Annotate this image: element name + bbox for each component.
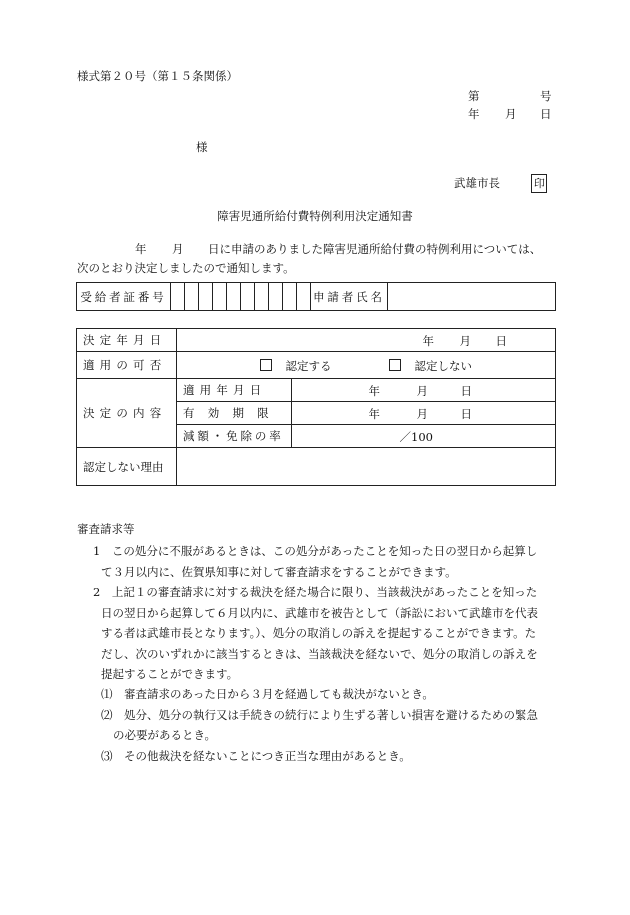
cert-digit-cell[interactable]: [269, 283, 283, 311]
cert-digit-cell[interactable]: [241, 283, 255, 311]
review-item-1: 1 この処分に不服があるときは、この処分があったことを知った日の翌日から起算し て３月以内に、佐賀県知事に対して審査請求をすることができます。: [93, 544, 538, 579]
reject-option[interactable]: 認定しない: [389, 358, 473, 374]
intro-line2: 次のとおり決定しましたので通知します。: [77, 261, 295, 275]
doc-no-go: 号: [540, 89, 552, 103]
decision-date-label: 決定年月日: [77, 329, 177, 352]
issuer-name: 武雄市長: [454, 176, 500, 190]
review-sub-2: ⑵ 処分、処分の執行又は手続きの続行により生ずる著しい損害を避けるための緊急: [101, 707, 538, 722]
applicant-label: 申請者氏名: [311, 283, 388, 311]
apply-date-field[interactable]: 年 月 日: [292, 379, 556, 402]
date-day: 日: [540, 107, 552, 121]
intro-month: 月: [172, 242, 184, 256]
cert-label: 受給者証番号: [77, 283, 171, 311]
intro-line1: 日に申請のありました障害児通所給付費の特例利用については、: [208, 242, 542, 256]
document-title: 障害児通所給付費特例利用決定通知書: [217, 209, 413, 223]
cert-digit-cell[interactable]: [199, 283, 213, 311]
review-sub-2-cont: の必要があるとき。: [113, 728, 217, 742]
review-sub-items: [101, 684, 538, 766]
date-year: 年: [468, 107, 480, 121]
cert-digit-cell[interactable]: [185, 283, 199, 311]
applicability-label: 適用の可否: [77, 352, 177, 379]
addressee-suffix: 様: [196, 140, 208, 154]
cert-digit-cell[interactable]: [297, 283, 311, 311]
cert-digit-cell[interactable]: [255, 283, 269, 311]
reason-field[interactable]: [177, 448, 556, 486]
cert-digit-cell[interactable]: [213, 283, 227, 311]
review-sub-1: ⑴ 審査請求のあった日から３月を経過しても裁決がないとき。: [101, 687, 434, 701]
certificate-table: [76, 282, 556, 311]
reduction-field[interactable]: ／100: [292, 425, 556, 448]
date-month: 月: [505, 107, 517, 121]
issuer: [454, 174, 547, 193]
seal-box: 印: [531, 174, 547, 193]
reject-checkbox[interactable]: [389, 359, 401, 371]
intro-year: 年: [135, 242, 147, 256]
approve-option[interactable]: 認定する: [260, 358, 332, 374]
reduction-label: 減額・免除の率: [177, 425, 292, 448]
apply-date-label: 適用年月日: [177, 379, 292, 402]
reason-label: 認定しない理由: [77, 448, 177, 486]
decision-table: [76, 328, 556, 486]
form-number: 様式第２０号（第１５条関係）: [77, 69, 238, 83]
validity-field[interactable]: 年 月 日: [292, 402, 556, 425]
cert-digit-cell[interactable]: [283, 283, 297, 311]
cert-digit-cell[interactable]: [227, 283, 241, 311]
review-sub-3: ⑶ その他裁決を経ないことにつき正当な理由があるとき。: [101, 748, 411, 763]
review-heading: 審査請求等: [77, 522, 135, 536]
applicant-name-field[interactable]: [388, 283, 556, 311]
cert-digit-cell[interactable]: [171, 283, 185, 311]
review-item-2: 2 上記１の審査請求に対する裁決を経た場合に限り、当該裁決があったことを知った 日の翌日から起算して６月以内に、武雄市を被告として（訴訟において武雄市を代表 する者は武雄市長となります。）、処分の取消しの訴えを提起することができます。た だし、次のいずれかに該当するときは、当該裁決を経ないで、処分の取消しの訴えを 提起することができます。: [93, 585, 538, 681]
applicability-options: [177, 352, 556, 379]
content-label: 決定の内容: [77, 379, 177, 448]
decision-date-field[interactable]: 年 月 日: [177, 329, 556, 352]
doc-no-dai: 第: [468, 89, 480, 103]
validity-label: 有効期限: [177, 402, 292, 425]
approve-checkbox[interactable]: [260, 359, 272, 371]
